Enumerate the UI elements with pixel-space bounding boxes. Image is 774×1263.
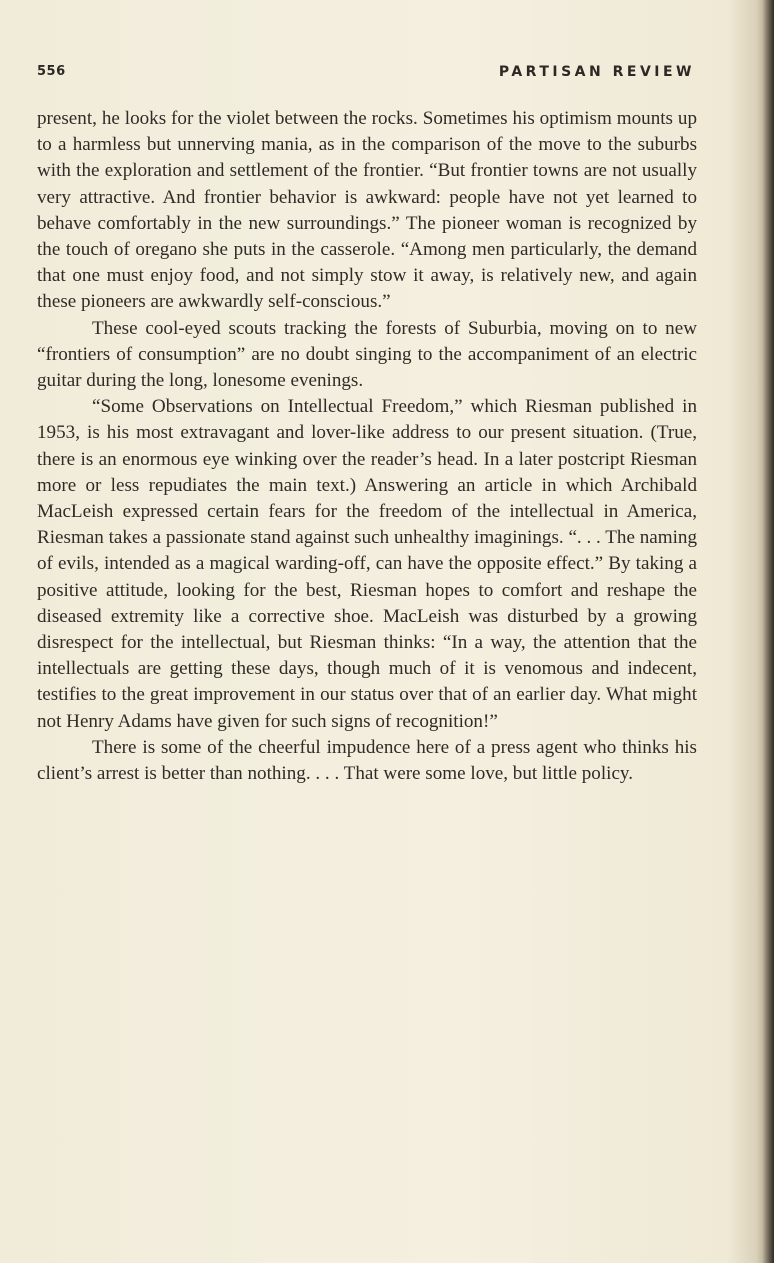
paragraph: “Some Observations on Intellectual Freedom,” which Riesman published in 1953, is his most extravagant and lover-like address to our present situation. (True, there is an enormous eye winking over the reader’s head. In a later postcript Riesman more or less repudiates the main text.) Answering an article in which Archibald MacLeish expressed certain fears for the freedom of the intellectual in America, Riesman takes a passionate stand against such unhealthy imaginings. “. . . The naming of evils, intended as a magical warding-off, can have the opposite effect.” By taking a positive attitude, looking for the best, Riesman hopes to comfort and reshape the diseased extremity like a corrective shoe. MacLeish was disturbed by a growing disrespect for the intellectual, but Riesman thinks: “In a way, the attention that the intellectuals are getting these days, though much of it is venomous and indecent, testifies to the great improvement in our status over that of an earlier day. What might not Henry Adams have given for such signs of recognition!” <box>37 396 697 732</box>
paragraph: There is some of the cheerful impudence here of a press agent who thinks his client’s arrest is better than nothing. . . . That were some love, but little policy. <box>37 736 697 785</box>
page-edge-shadow <box>756 0 774 1263</box>
page-number: 556 <box>37 64 66 79</box>
paragraph: These cool-eyed scouts tracking the forests of Suburbia, moving on to new “frontiers of consumption” are no doubt singing to the accompaniment of an electric guitar during the long, lonesome evenings. <box>37 317 697 392</box>
body-text <box>37 106 697 787</box>
paragraph: present, he looks for the violet between the rocks. Sometimes his optimism mounts up to a harmless but unnerving mania, as in the comparison of the move to the suburbs with the exploration and settlement of the frontier. “But frontier towns are not usually very attractive. And frontier behavior is awkward: people have not yet learned to behave comfortably in the new surroundings.” The pioneer woman is recognized by the touch of oregano she puts in the casserole. “Among men particularly, the demand that one must enjoy food, and not simply stow it away, is relatively new, and again these pioneers are awkwardly self-conscious.” <box>37 108 697 313</box>
running-head: PARTISAN REVIEW <box>498 64 695 80</box>
